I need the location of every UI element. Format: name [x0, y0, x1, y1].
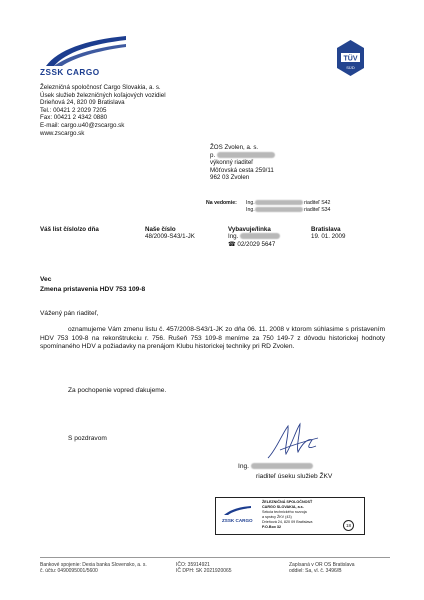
company-line: E-mail: cargo.u40@zscargo.sk — [40, 121, 125, 129]
letter-date: 19. 01. 2009 — [311, 233, 346, 240]
signatory-name-line — [238, 463, 313, 471]
recipient-city: 962 03 Zvolen — [210, 174, 250, 182]
stamp-number-circle — [343, 520, 354, 531]
company-info — [40, 84, 166, 137]
redacted-name — [217, 152, 275, 158]
stamp-text-block — [262, 500, 312, 529]
company-line: www.zscargo.sk — [40, 129, 85, 137]
body-paragraph: oznamujeme Vám zmenu listu č. 457/2008-S43/1-JK zo dňa 06. 11. 2008 v ktorom súhlasime s pristavením HDV 753 109-8 na rekonštrukciu r. 756. Rušeň 753 109-8 meníme za 750 149-7 z dôvodu historickej hodnoty spomínaného HDV a požiadavky na prenájom Klubu historickej techniky pri RD Zvolen. — [40, 326, 385, 351]
footer-divider — [40, 557, 390, 558]
cc-label: Na vedomie: — [206, 200, 237, 206]
stamp-line: Drieňová 24, 820 09 Bratislava — [262, 519, 313, 524]
recipient-street: Môťovská cesta 259/11 — [210, 166, 274, 174]
footer-line: Bankové spojenie: Dexia banka Slovensko, a. s. — [40, 562, 147, 568]
stamp-number: 18 — [345, 523, 352, 528]
tuv-sud-certification-icon — [337, 40, 364, 76]
stamp-logo-text: ZSSK CARGO — [222, 518, 253, 523]
sud-text: SÜD — [346, 65, 355, 70]
subject-text: Zmena pristavenia HDV 753 109-8 — [40, 286, 146, 293]
salutation: Vážený pán riaditeľ, — [40, 310, 99, 317]
ref-header-your-letter: Váš list číslo/zo dňa — [40, 226, 99, 233]
stamp-line: CARGO SLOVAKIA, a.s. — [262, 504, 304, 509]
redacted-name — [255, 207, 303, 212]
handler-line — [228, 233, 280, 241]
handwritten-signature — [262, 420, 322, 462]
stamp-line: Sekcia technického rozvoja — [262, 509, 307, 514]
logo-swoosh-icon — [40, 30, 130, 70]
signatory-title: riaditeľ úseku služieb ŽKV — [256, 473, 333, 480]
signatory-prefix: Ing. — [238, 463, 249, 470]
recipient-company: ŽOS Zvolen, a. s. — [210, 144, 259, 151]
recipient-address — [210, 144, 275, 182]
redacted-name — [251, 463, 313, 469]
company-line: Drieňová 24, 820 09 Bratislava — [40, 99, 125, 107]
company-line: Tel.: 00421 2 2029 7205 — [40, 106, 107, 114]
cc-item — [246, 207, 330, 214]
handler-prefix: Ing. — [228, 233, 239, 240]
stamp-line: ŽELEZNIČNÁ SPOLOČNOSŤ — [262, 500, 313, 504]
footer-ids — [176, 562, 232, 574]
tuv-text: TÜV — [343, 55, 358, 63]
logo-text: ZSSK CARGO — [40, 68, 100, 77]
cc-prefix: Ing. — [246, 200, 255, 206]
handler-phone: ☎ 02/2029 5647 — [228, 241, 276, 248]
redacted-name — [255, 200, 303, 205]
recipient-name-line — [210, 152, 275, 160]
ref-header-handler: Vybavuje/linka — [228, 226, 271, 233]
stamp-line: a správy ŽKV (43) — [262, 514, 292, 519]
footer-line: IČ DPH: SK 2021920065 — [176, 568, 232, 575]
company-line: Fax: 00421 2 4342 0880 — [40, 114, 108, 122]
cc-list — [246, 200, 330, 214]
company-line: Železničná spoločnosť Cargo Slovakia, a. s. — [40, 84, 161, 91]
redacted-name — [240, 233, 280, 239]
footer-line: č. účtu: 0490095001/5600 — [40, 568, 98, 575]
footer-bank — [40, 562, 147, 574]
recipient-prefix: p. — [210, 151, 216, 159]
footer-line: IČO: 35914921 — [176, 562, 210, 568]
ref-header-place: Bratislava — [311, 226, 341, 233]
zssk-cargo-logo — [40, 30, 130, 78]
closing: S pozdravom — [68, 435, 107, 442]
company-line: Úsek služieb železničných koľajových vozidiel — [40, 91, 166, 99]
our-number: 48/2009-S43/1-JK — [145, 233, 195, 240]
subject-label: Vec — [40, 276, 52, 283]
cc-prefix: Ing. — [246, 207, 255, 213]
footer-register — [289, 562, 355, 574]
cc-suffix: riaditeľ S34 — [304, 207, 331, 213]
cc-item — [246, 200, 330, 207]
footer-line: oddiel: Sa, vl. č. 3496/B — [289, 568, 342, 575]
stamp-line: P.O.Box 32 — [262, 524, 281, 529]
stamp-logo-swoosh-icon — [222, 504, 252, 516]
ref-header-our-number: Naše číslo — [145, 226, 176, 233]
footer-line: Zapísaná v OR OS Bratislava — [289, 562, 355, 568]
thanks-line: Za pochopenie vopred ďakujeme. — [68, 387, 167, 394]
recipient-position: výkonný riaditeľ — [210, 159, 254, 167]
company-stamp — [215, 497, 365, 535]
cc-suffix: riaditeľ S42 — [304, 200, 331, 206]
